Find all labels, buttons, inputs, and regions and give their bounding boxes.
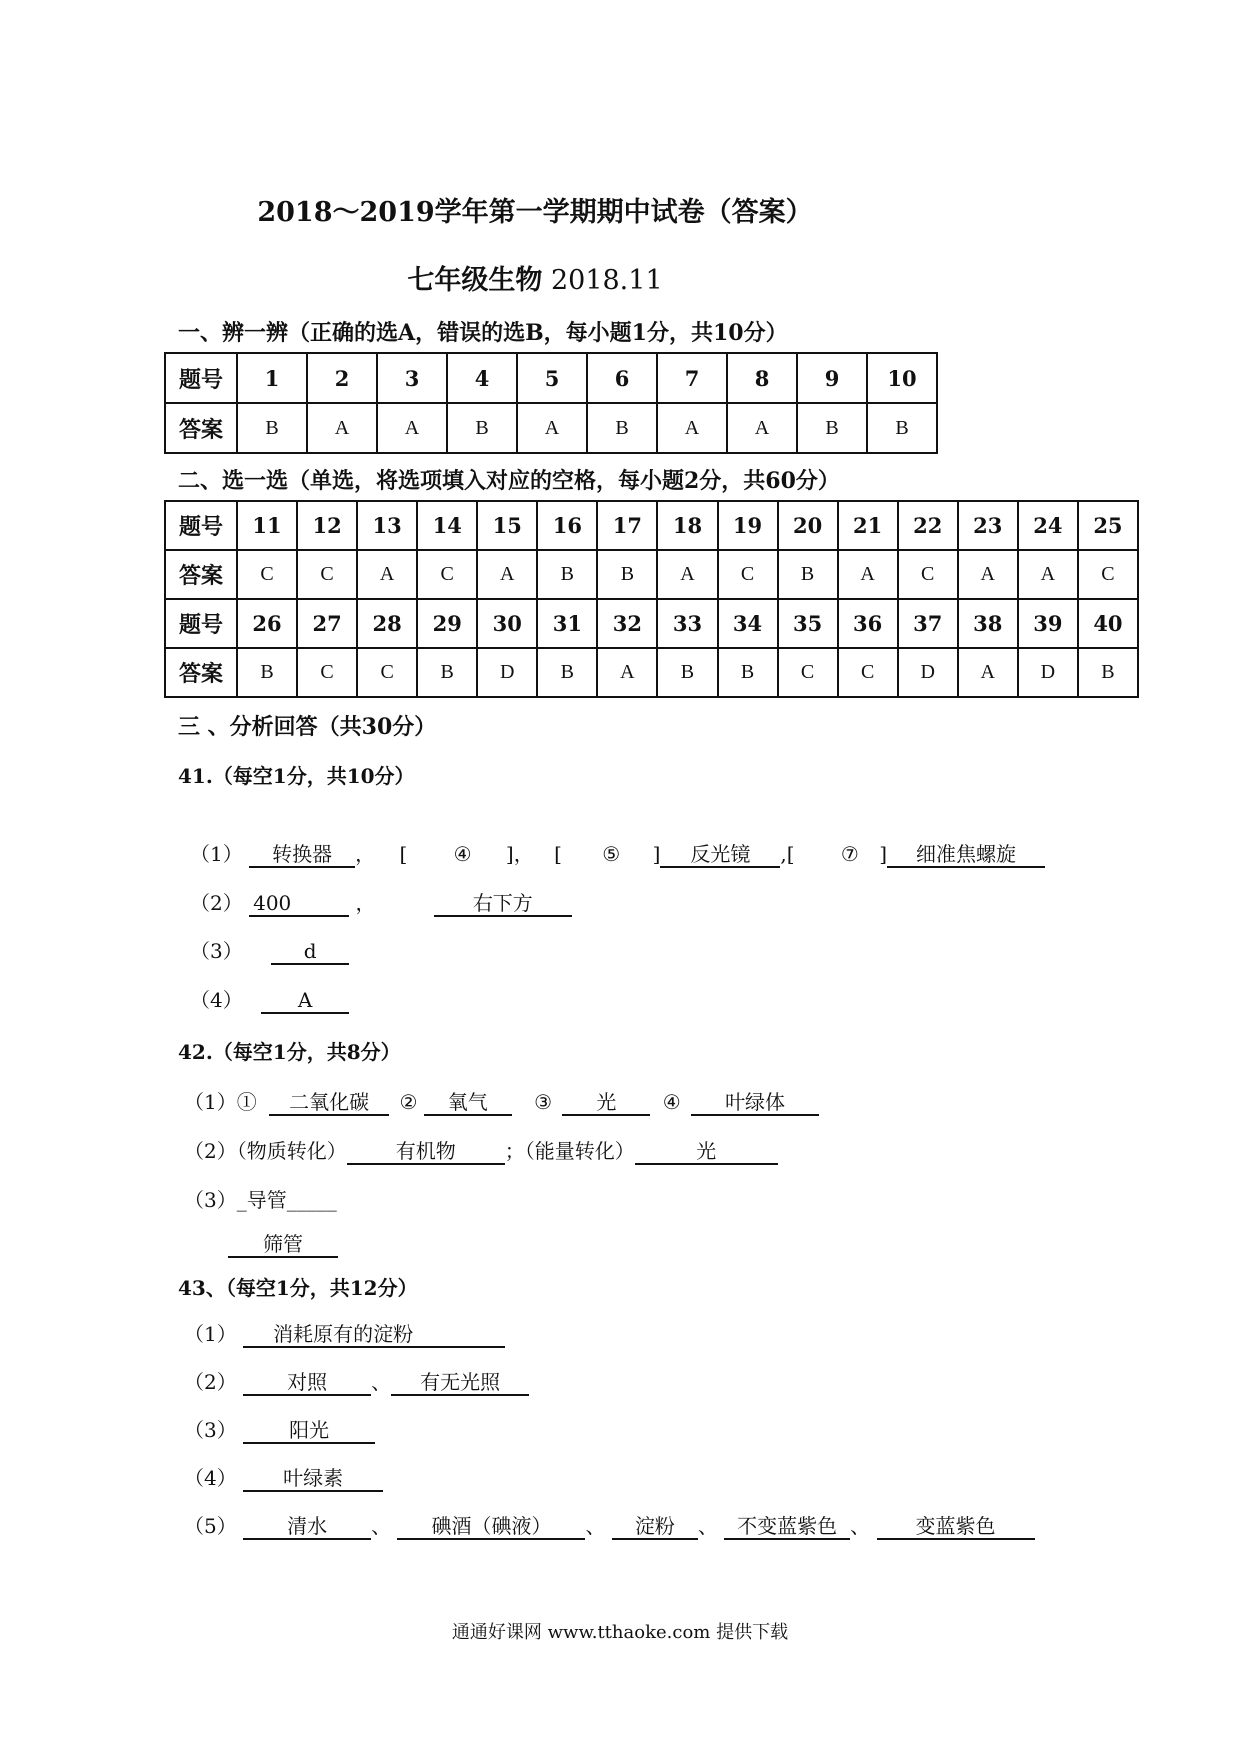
table-row	[165, 648, 1138, 697]
answer-blank: d	[271, 939, 349, 965]
answer-cell: B	[587, 403, 657, 453]
subject-label: 七年级生物	[407, 265, 543, 296]
answer-marker: ③	[534, 1090, 553, 1114]
question-number-cell: 26	[237, 599, 297, 648]
answer-cell: C	[838, 648, 898, 697]
question-number-cell: 34	[718, 599, 778, 648]
part-label: （1）	[190, 842, 243, 866]
answer-blank: 对照	[243, 1370, 371, 1396]
table-row	[165, 550, 1138, 599]
q41-part4	[190, 984, 349, 1014]
answer-cell: B	[447, 403, 517, 453]
separator: ；	[504, 1139, 525, 1163]
q43-part2	[184, 1366, 529, 1396]
row-label-answer: 答案	[165, 550, 237, 599]
answer-blank: 叶绿素	[243, 1466, 383, 1492]
question-number-cell: 8	[727, 353, 797, 403]
section2-heading: 二、选一选（单选，将选项填入对应的空格，每小题2分，共60分）	[178, 468, 840, 494]
answer-marker: ②	[399, 1090, 418, 1114]
answer-cell: B	[537, 648, 597, 697]
part-label: （4）	[190, 988, 243, 1012]
row-label-answer: 答案	[165, 403, 237, 453]
separator: 、	[371, 1370, 392, 1394]
question-number-cell: 38	[958, 599, 1018, 648]
answer-cell: B	[417, 648, 477, 697]
answer-marker: ④	[453, 842, 472, 866]
separator: 、	[697, 1514, 718, 1538]
question-number-cell: 25	[1078, 501, 1138, 550]
q42-heading: 42.（每空1分，共8分）	[178, 1040, 401, 1064]
row-label-answer: 答案	[165, 648, 237, 697]
question-number-cell: 32	[597, 599, 657, 648]
answer-cell: C	[237, 550, 297, 599]
question-number-cell: 6	[587, 353, 657, 403]
question-number-cell: 15	[477, 501, 537, 550]
question-number-cell: 27	[297, 599, 357, 648]
bracket-close: ]，	[505, 842, 534, 866]
bracket-open: [	[554, 842, 562, 866]
question-number-cell: 30	[477, 599, 537, 648]
answer-blank: 细准焦螺旋	[887, 842, 1045, 868]
question-number-cell: 35	[778, 599, 838, 648]
section2-answer-table	[164, 500, 1139, 698]
question-number-cell: 9	[797, 353, 867, 403]
question-number-cell: 5	[517, 353, 587, 403]
answer-cell: A	[958, 648, 1018, 697]
question-number-cell: 20	[778, 501, 838, 550]
question-number-cell: 36	[838, 599, 898, 648]
question-number-cell: 23	[958, 501, 1018, 550]
question-number-cell: 16	[537, 501, 597, 550]
part-label: （3）	[184, 1418, 237, 1442]
answer-blank: 二氧化碳	[269, 1090, 389, 1116]
answer-blank: 右下方	[434, 891, 572, 917]
answer-marker: ⑤	[602, 842, 621, 866]
q42-part3	[184, 1184, 337, 1213]
answer-blank: 400	[249, 891, 349, 917]
question-number-cell: 40	[1078, 599, 1138, 648]
separator: ，	[355, 842, 376, 866]
answer-cell: A	[477, 550, 537, 599]
answer-blank: 清水	[243, 1514, 371, 1540]
separator: ，	[355, 891, 376, 915]
answer-marker: ⑦	[840, 842, 859, 866]
answer-blank: 消耗原有的淀粉	[243, 1322, 505, 1348]
answer-blank: 碘酒（碘液）	[397, 1514, 585, 1540]
table-row	[165, 353, 937, 403]
exam-date: 2018.11	[550, 265, 663, 296]
answer-cell: D	[477, 648, 537, 697]
answer-cell: C	[778, 648, 838, 697]
page-subtitle	[0, 258, 1070, 297]
question-number-cell: 19	[718, 501, 778, 550]
part-label: （5）	[184, 1514, 237, 1538]
q41-part3	[190, 935, 349, 965]
question-number-cell: 17	[597, 501, 657, 550]
part-label: （2）	[184, 1139, 237, 1163]
answer-cell: C	[357, 648, 417, 697]
section1-answer-table	[164, 352, 938, 454]
question-number-cell: 18	[657, 501, 717, 550]
answer-cell: B	[797, 403, 867, 453]
section3-heading: 三 、分析回答（共30分）	[178, 714, 437, 740]
part-label: （1）	[184, 1090, 237, 1114]
answer-blank: 有机物	[347, 1139, 505, 1165]
answer-blank: 阳光	[243, 1418, 375, 1444]
answer-cell: B	[537, 550, 597, 599]
answer-cell: C	[297, 648, 357, 697]
q42-part3-line2	[228, 1232, 338, 1258]
answer-cell: A	[307, 403, 377, 453]
answer-blank: 不变蓝紫色	[724, 1514, 850, 1540]
prompt-text: （能量转化）	[524, 1139, 635, 1163]
row-label-number: 题号	[165, 501, 237, 550]
question-number-cell: 12	[297, 501, 357, 550]
answer-blank: 变蓝紫色	[877, 1514, 1035, 1540]
separator: 、	[371, 1514, 392, 1538]
page-title: 2018～2019学年第一学期期中试卷（答案）	[257, 197, 813, 228]
question-number-cell: 37	[898, 599, 958, 648]
answer-blank: 氧气	[424, 1090, 512, 1116]
part-label: （1）	[184, 1322, 237, 1346]
row-label-number: 题号	[165, 353, 237, 403]
q43-part4	[184, 1462, 383, 1492]
part-label: （3）	[184, 1188, 237, 1212]
question-number-cell: 11	[237, 501, 297, 550]
answer-cell: C	[297, 550, 357, 599]
answer-cell: D	[1018, 648, 1078, 697]
answer-blank: 叶绿体	[691, 1090, 819, 1116]
question-number-cell: 4	[447, 353, 517, 403]
answer-cell: C	[898, 550, 958, 599]
answer-cell: A	[357, 550, 417, 599]
answer-cell: C	[1078, 550, 1138, 599]
question-number-cell: 21	[838, 501, 898, 550]
question-number-cell: 1	[237, 353, 307, 403]
part-label: （2）	[184, 1370, 237, 1394]
answer-marker: ④	[662, 1090, 681, 1114]
answer-cell: B	[657, 648, 717, 697]
question-number-cell: 10	[867, 353, 937, 403]
question-number-cell: 14	[417, 501, 477, 550]
question-number-cell: 33	[657, 599, 717, 648]
answer-blank: 淀粉	[612, 1514, 698, 1540]
answer-blank: 光	[635, 1139, 778, 1165]
table-row	[165, 403, 937, 453]
answer-cell: A	[1018, 550, 1078, 599]
q41-heading: 41.（每空1分，共10分）	[178, 764, 415, 788]
answer-marker: ①	[236, 1090, 257, 1114]
question-number-cell: 3	[377, 353, 447, 403]
question-number-cell: 29	[417, 599, 477, 648]
question-number-cell: 31	[537, 599, 597, 648]
question-number-cell: 22	[898, 501, 958, 550]
answer-cell: C	[718, 550, 778, 599]
answer-cell: A	[377, 403, 447, 453]
question-number-cell: 28	[357, 599, 417, 648]
answer-cell: A	[597, 648, 657, 697]
question-number-cell: 13	[357, 501, 417, 550]
separator: 、	[850, 1514, 871, 1538]
answer-cell: B	[597, 550, 657, 599]
answer-cell: B	[718, 648, 778, 697]
bracket-close: ]	[879, 842, 888, 866]
question-number-cell: 7	[657, 353, 727, 403]
answer-cell: A	[657, 550, 717, 599]
answer-cell: B	[867, 403, 937, 453]
answer-cell: B	[237, 648, 297, 697]
answer-cell: B	[1078, 648, 1138, 697]
q43-part1	[184, 1318, 505, 1348]
answer-cell: B	[778, 550, 838, 599]
answer-cell: D	[898, 648, 958, 697]
answer-cell: A	[517, 403, 587, 453]
answer-cell: A	[838, 550, 898, 599]
answer-cell: A	[958, 550, 1018, 599]
answer-cell: B	[237, 403, 307, 453]
part-label: （4）	[184, 1466, 237, 1490]
answer-blank: 转换器	[249, 842, 355, 868]
table-row	[165, 599, 1138, 648]
answer-cell: A	[727, 403, 797, 453]
footer-source: 通通好课网 www.tthaoke.com 提供下载	[451, 1622, 789, 1643]
answer-blank: A	[261, 988, 349, 1014]
answer-blank: 光	[562, 1090, 650, 1116]
q43-part5	[184, 1510, 1035, 1540]
bracket-open: [	[399, 842, 408, 866]
question-number-cell: 2	[307, 353, 377, 403]
answer-text: _导管_____	[236, 1188, 337, 1212]
section1-heading: 一、辨一辨（正确的选A，错误的选B，每小题1分，共10分）	[178, 320, 788, 346]
bracket-close: ]	[652, 842, 661, 866]
bracket-open: ,[	[780, 842, 795, 866]
row-label-number: 题号	[165, 599, 237, 648]
answer-blank: 反光镜	[660, 842, 780, 868]
prompt-text: （物质转化）	[236, 1139, 347, 1163]
answer-blank: 有无光照	[391, 1370, 529, 1396]
answer-cell: A	[657, 403, 727, 453]
question-number-cell: 24	[1018, 501, 1078, 550]
answer-cell: C	[417, 550, 477, 599]
part-label: （2）	[190, 891, 243, 915]
separator: 、	[585, 1514, 606, 1538]
part-label: （3）	[190, 939, 243, 963]
question-number-cell: 39	[1018, 599, 1078, 648]
q41-part2	[190, 887, 572, 917]
q42-part2	[184, 1135, 778, 1165]
q42-part1	[184, 1086, 819, 1116]
q41-part1	[190, 838, 1045, 868]
q43-heading: 43、（每空1分，共12分）	[178, 1276, 418, 1300]
table-row	[165, 501, 1138, 550]
q43-part3	[184, 1414, 375, 1444]
answer-blank: 筛管	[228, 1232, 338, 1258]
